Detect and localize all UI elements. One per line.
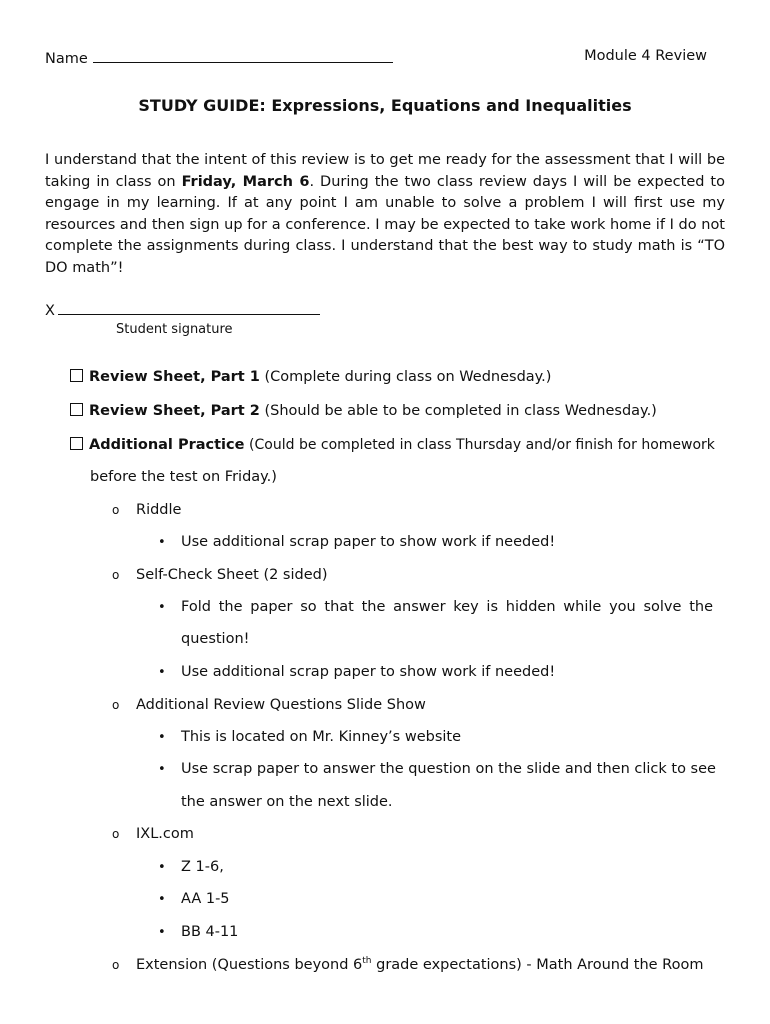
signature-x: X xyxy=(45,303,55,319)
activity-self-check xyxy=(112,567,328,583)
task-additional-practice xyxy=(70,437,730,453)
activity-slide-show xyxy=(112,697,426,713)
task-title: Review Sheet, Part 1 xyxy=(89,369,260,385)
task-note: (Should be able to be completed in class Wednesday.) xyxy=(264,403,657,419)
bullet-text: BB 4-11 xyxy=(181,924,239,940)
bullet-icon: • xyxy=(158,892,166,907)
intro-paragraph xyxy=(45,150,725,279)
activity-ixl xyxy=(112,826,194,842)
activity-label: Riddle xyxy=(136,502,182,518)
intro-text-end: . During the two class review days I will be expected to engage in my learning. If at any point I am unable to solve a problem I will first use my resources and then sign up for a conference. I may be expected to take work home if I do not complete the assignments during class. I understand that the best way to study math is “TO DO math”! xyxy=(45,173,725,276)
list-item xyxy=(158,534,555,550)
list-item xyxy=(158,924,238,940)
bullet-text: Fold the paper so that the answer key is hidden while you solve the xyxy=(181,599,713,615)
activity-label-end: grade expectations) - Math Around the Room xyxy=(371,956,704,973)
bullet-text: Z 1-6, xyxy=(181,859,224,875)
list-item xyxy=(158,599,713,615)
circle-marker-icon: o xyxy=(112,698,120,712)
circle-marker-icon: o xyxy=(112,957,120,972)
activity-label: Additional Review Questions Slide Show xyxy=(136,697,426,713)
bullet-text: Use additional scrap paper to show work if needed! xyxy=(181,664,556,680)
list-item xyxy=(158,891,230,907)
page-title: STUDY GUIDE: Expressions, Equations and Inequalities xyxy=(138,96,632,115)
task-note-continued: before the test on Friday.) xyxy=(90,469,277,485)
activity-label: Self-Check Sheet (2 sided) xyxy=(136,567,328,583)
list-item xyxy=(158,664,555,680)
bullet-icon: • xyxy=(158,762,166,777)
list-item xyxy=(158,729,461,745)
bullet-text: This is located on Mr. Kinney’s website xyxy=(181,729,462,745)
circle-marker-icon: o xyxy=(112,827,120,841)
activity-label: IXL.com xyxy=(136,826,194,842)
signature-line xyxy=(45,302,320,319)
activity-riddle xyxy=(112,502,181,518)
activity-label-start: Extension (Questions beyond 6 xyxy=(136,956,363,973)
task-review-part-2 xyxy=(70,403,730,419)
intro-text-start: I understand that the intent of this review is to get me ready for the assessment that I will be taking in class on xyxy=(45,152,725,190)
circle-marker-icon: o xyxy=(112,503,120,517)
circle-marker-icon: o xyxy=(112,568,120,582)
bullet-text-continued: the answer on the next slide. xyxy=(181,794,393,810)
bullet-icon: • xyxy=(158,860,166,875)
bullet-icon: • xyxy=(158,535,166,550)
signature-caption: Student signature xyxy=(116,322,233,337)
task-note: (Could be completed in class Thursday and/or finish for homework xyxy=(249,437,715,453)
bullet-icon: • xyxy=(158,730,166,745)
name-field xyxy=(45,48,393,67)
name-blank-line[interactable] xyxy=(93,48,393,63)
ordinal-suffix: th xyxy=(362,956,372,966)
task-title: Review Sheet, Part 2 xyxy=(89,403,260,419)
checkbox-review-part-2[interactable] xyxy=(70,403,83,416)
bullet-icon: • xyxy=(158,600,166,615)
bullet-text: Use scrap paper to answer the question on the slide and then click to see xyxy=(181,761,716,777)
task-note: (Complete during class on Wednesday.) xyxy=(264,369,552,385)
module-label: Module 4 Review xyxy=(584,48,707,64)
assessment-date: Friday, March 6 xyxy=(181,173,310,190)
checkbox-additional-practice[interactable] xyxy=(70,437,83,450)
bullet-icon: • xyxy=(158,665,166,680)
bullet-text-continued: question! xyxy=(181,631,250,647)
checkbox-review-part-1[interactable] xyxy=(70,369,83,382)
list-item xyxy=(158,761,716,777)
bullet-text: AA 1-5 xyxy=(181,891,230,907)
task-review-part-1 xyxy=(70,369,730,385)
name-label: Name xyxy=(45,51,88,67)
task-title: Additional Practice xyxy=(89,437,245,453)
header-row xyxy=(45,48,707,70)
activity-extension xyxy=(112,956,703,973)
bullet-icon: • xyxy=(158,925,166,940)
signature-blank[interactable] xyxy=(58,302,320,315)
list-item xyxy=(158,859,224,875)
bullet-text: Use additional scrap paper to show work if needed! xyxy=(181,534,556,550)
